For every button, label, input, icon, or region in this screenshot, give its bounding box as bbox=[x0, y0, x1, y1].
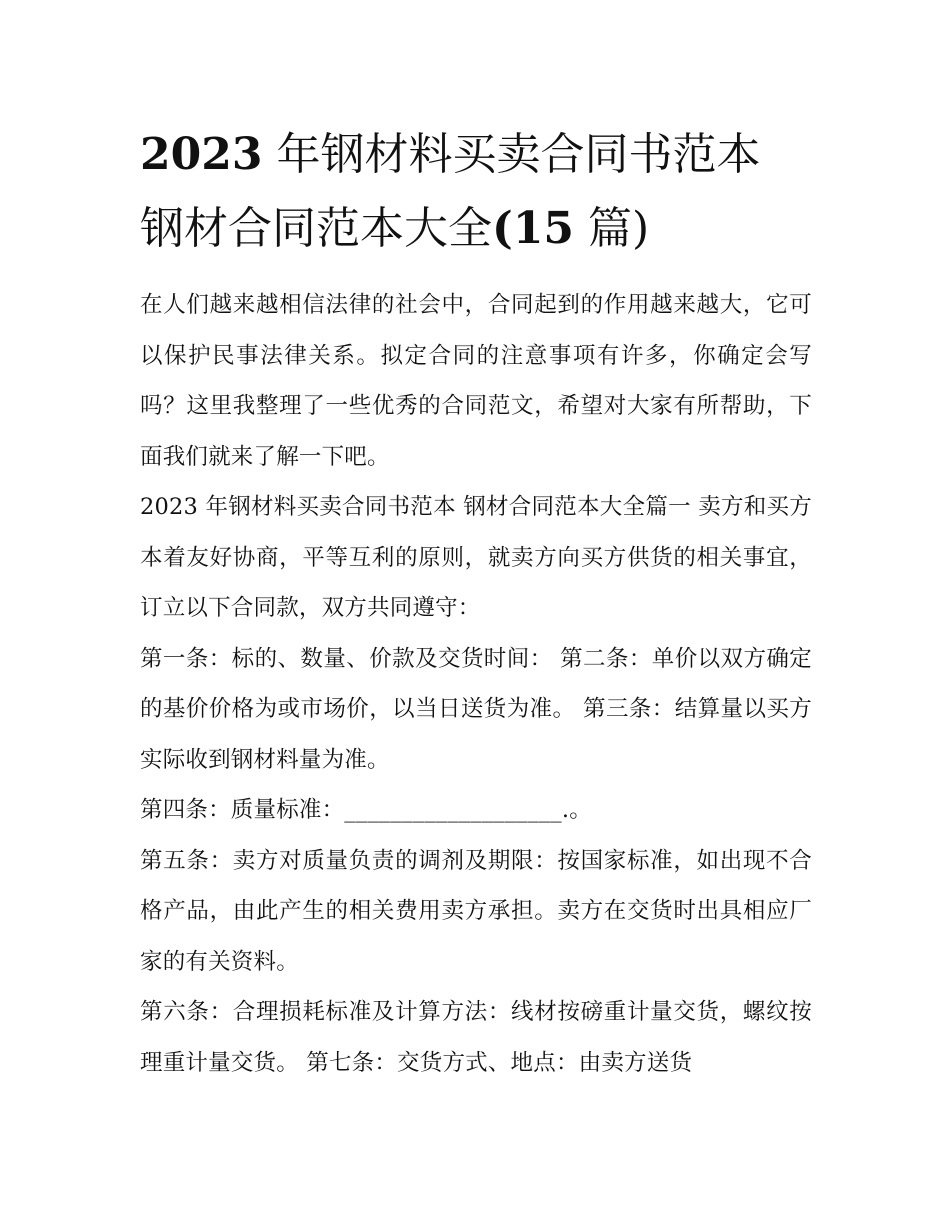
paragraph-article-4: 第四条：质量标准：___________________.。 bbox=[140, 797, 592, 823]
title-year: 2023 bbox=[140, 129, 263, 180]
title-line-2-text: 钢材合同范本大全 bbox=[140, 203, 492, 254]
document-page bbox=[140, 118, 812, 1088]
paragraph-intro: 在人们越来越相信法律的社会中，合同起到的作用越来越大，它可以保护民事法律关系。拟定合同的注意事项有许多，你确定会写吗？这里我整理了一些优秀的合同范文，希望对大家有所帮助，下面我们就来了解一下吧。 bbox=[140, 292, 812, 470]
paragraph-preamble: 2023 年钢材料买卖合同书范本 钢材合同范本大全篇一 卖方和买方本着友好协商，平等互利的原则，就卖方向买方供货的相关事宜，订立以下合同款，双方共同遵守： bbox=[140, 494, 812, 621]
title-line-2 bbox=[140, 192, 812, 266]
paragraph-article-5: 第五条：卖方对质量负责的调剂及期限：按国家标准，如出现不合格产品，由此产生的相关费用卖方承担。卖方在交货时出具相应厂家的有关资料。 bbox=[140, 847, 812, 975]
document-title bbox=[140, 118, 812, 266]
title-line-1 bbox=[140, 118, 812, 192]
title-count: (15 bbox=[492, 203, 575, 254]
title-line-2-suffix: 篇) bbox=[574, 203, 650, 254]
title-line-1-text: 年钢材料买卖合同书范本 bbox=[262, 129, 761, 180]
paragraph-articles-6-7: 第六条：合理损耗标准及计算方法：线材按磅重计量交货，螺纹按理重计量交货。 第七条：交货方式、地点：由卖方送货 bbox=[140, 999, 812, 1076]
paragraph-articles-1-3: 第一条：标的、数量、价款及交货时间： 第二条：单价以双方确定的基价价格为或市场价，以当日送货为准。 第三条：结算量以买方实际收到钢材料量为准。 bbox=[140, 645, 812, 773]
